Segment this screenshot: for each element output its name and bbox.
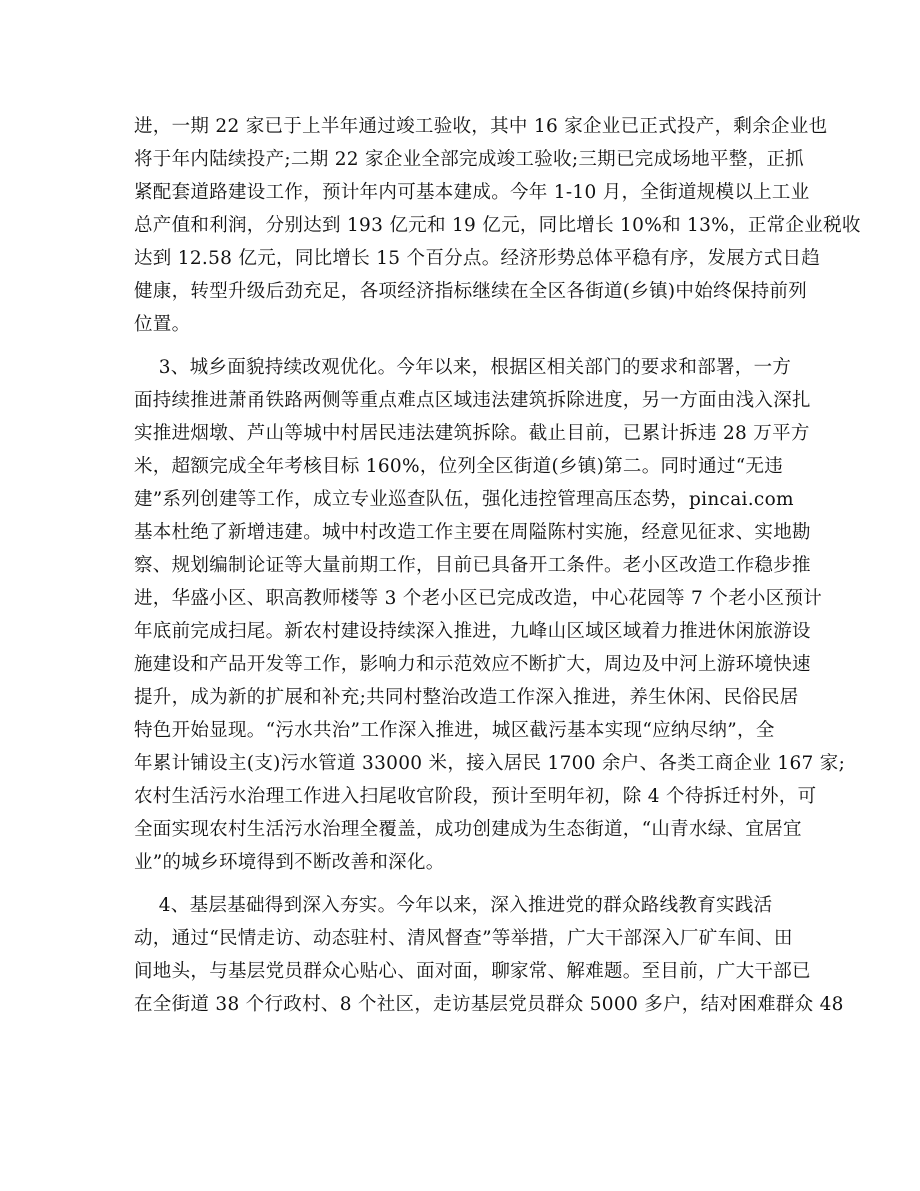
text-line: 达到 12.58 亿元，同比增长 15 个百分点。经济形势总体平稳有序，发展方式日趋 xyxy=(134,248,821,269)
text-line: 米，超额完成全年考核目标 160%，位列全区街道(乡镇)第二。同时通过“无违 xyxy=(134,456,784,477)
text-line: 察、规划编制论证等大量前期工作，目前已具备开工条件。老小区改造工作稳步推 xyxy=(134,555,811,576)
text-line: 4、基层基础得到深入夯实。今年以来，深入推进党的群众路线教育实践活 xyxy=(134,895,773,916)
text-line: 将于年内陆续投产;二期 22 家企业全部完成竣工验收;三期已完成场地平整，正抓 xyxy=(134,149,804,170)
paragraph-grassroots xyxy=(134,889,844,1021)
text-line: 施建设和产品开发等工作，影响力和示范效应不断扩大，周边及中河上游环境快速 xyxy=(134,654,811,675)
text-line: 年累计铺设主(支)污水管道 33000 米，接入居民 1700 余户、各类工商企业 167 家; xyxy=(134,753,846,774)
text-line: 健康，转型升级后劲充足，各项经济指标继续在全区各街道(乡镇)中始终保持前列 xyxy=(134,281,808,302)
text-line: 位置。 xyxy=(134,314,191,335)
text-line: 建”系列创建等工作，成立专业巡查队伍，强化违控管理高压态势，pincai.com xyxy=(134,489,794,510)
text-line: 业”的城乡环境得到不断改善和深化。 xyxy=(134,852,445,873)
text-line: 进，一期 22 家已于上半年通过竣工验收，其中 16 家企业已正式投产，剩余企业也 xyxy=(134,116,828,137)
text-line: 面持续推进萧甬铁路两侧等重点难点区域违法建筑拆除进度，另一方面由浅入深扎 xyxy=(134,390,811,411)
text-line: 进，华盛小区、职高教师楼等 3 个老小区已完成改造，中心花园等 7 个老小区预计 xyxy=(134,588,823,609)
text-line: 实推进烟墩、芦山等城中村居民违法建筑拆除。截止目前，已累计拆违 28 万平方 xyxy=(134,423,810,444)
text-line: 总产值和利润，分别达到 193 亿元和 19 亿元，同比增长 10%和 13%，正常企业税收 xyxy=(134,215,861,236)
text-line: 农村生活污水治理工作进入扫尾收官阶段，预计至明年初，除 4 个待拆迁村外，可 xyxy=(134,786,817,807)
text-line: 在全街道 38 个行政村、8 个社区，走访基层党员群众 5000 多户，结对困难群众 48 xyxy=(134,994,844,1015)
text-line: 动，通过“民情走访、动态驻村、清风督查”等举措，广大干部深入厂矿车间、田 xyxy=(134,928,793,949)
text-line: 基本杜绝了新增违建。城中村改造工作主要在周隘陈村实施，经意见征求、实地勘 xyxy=(134,522,811,543)
paragraph-economy xyxy=(134,110,861,341)
text-line: 年底前完成扫尾。新农村建设持续深入推进，九峰山区域区域着力推进休闲旅游设 xyxy=(134,621,811,642)
text-line: 3、城乡面貌持续改观优化。今年以来，根据区相关部门的要求和部署，一方 xyxy=(134,357,792,378)
text-line: 紧配套道路建设工作，预计年内可基本建成。今年 1-10 月，全街道规模以上工业 xyxy=(134,182,810,203)
text-line: 特色开始显现。“污水共治”工作深入推进，城区截污基本实现“应纳尽纳”，全 xyxy=(134,720,775,741)
paragraph-spacer xyxy=(134,341,794,351)
paragraph-urban-rural xyxy=(134,351,846,879)
text-line: 间地头，与基层党员群众心贴心、面对面，聊家常、解难题。至目前，广大干部已 xyxy=(134,961,811,982)
paragraph-spacer xyxy=(134,879,794,889)
text-line: 提升，成为新的扩展和补充;共同村整治改造工作深入推进，养生休闲、民俗民居 xyxy=(134,687,799,708)
text-line: 全面实现农村生活污水治理全覆盖，成功创建成为生态街道，“山青水绿、宜居宜 xyxy=(134,819,802,840)
document-body xyxy=(134,110,861,1021)
